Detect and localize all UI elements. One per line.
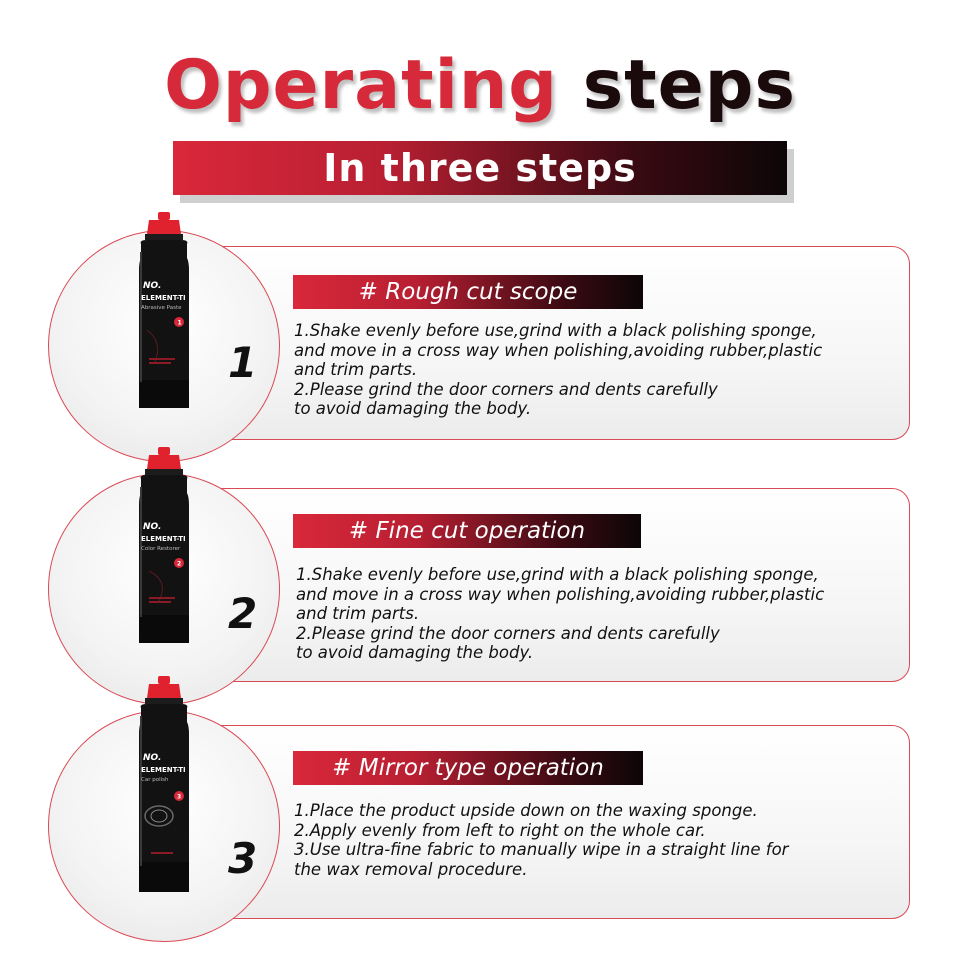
svg-text:3: 3: [177, 793, 182, 801]
title-word-steps: steps: [582, 46, 796, 125]
title-word-operating: Operating: [164, 46, 558, 125]
step-1-product-bottle-image: [119, 212, 209, 412]
step-3-number: 3: [228, 834, 258, 883]
step-1-line: and move in a cross way when polishing,avoiding rubber,plastic: [294, 340, 823, 360]
step-2-line: and move in a cross way when polishing,avoiding rubber,plastic: [296, 584, 825, 604]
svg-text:NO.: NO.: [143, 281, 162, 291]
svg-text:NO.: NO.: [143, 753, 162, 763]
step-2-line: and trim parts.: [296, 604, 420, 623]
step-2-product-bottle-image: [119, 447, 209, 647]
step-3-line: 1.Place the product upside down on the waxing sponge.: [294, 801, 758, 820]
svg-text:Color Restorer: Color Restorer: [141, 546, 181, 552]
step-2-heading: # Fine cut operation: [293, 514, 641, 548]
svg-text:NO.: NO.: [143, 522, 162, 532]
svg-text:Abrasive Paste: Abrasive Paste: [141, 305, 182, 311]
step-1-number: 1: [228, 338, 258, 387]
step-3-product-bottle-image: [119, 676, 209, 896]
step-2-line: to avoid damaging the body.: [296, 643, 534, 662]
step-3-line: 2.Apply evenly from left to right on the whole car.: [294, 820, 706, 840]
step-1-line: to avoid damaging the body.: [294, 399, 532, 418]
page-title: [0, 46, 960, 125]
step-2-number: 2: [228, 589, 258, 638]
svg-text:ELEMENT-TI: ELEMENT-TI: [141, 294, 186, 302]
step-1-line: 1.Shake evenly before use,grind with a black polishing sponge,: [294, 321, 817, 340]
svg-text:ELEMENT-TI: ELEMENT-TI: [141, 766, 186, 774]
step-1-line: and trim parts.: [294, 360, 418, 379]
step-2-line: 2.Please grind the door corners and dents carefully: [296, 623, 720, 643]
subtitle-banner: In three steps: [173, 141, 787, 195]
step-1-line: 2.Please grind the door corners and dents carefully: [294, 379, 718, 399]
step-3-heading: # Mirror type operation: [293, 751, 643, 785]
svg-text:Car polish: Car polish: [141, 777, 169, 783]
step-3-line: 3.Use ultra-fine fabric to manually wipe in a straight line for: [294, 840, 789, 859]
step-2-line: 1.Shake evenly before use,grind with a black polishing sponge,: [296, 565, 819, 584]
svg-text:1: 1: [177, 319, 182, 327]
step-1-description: [294, 321, 906, 419]
step-2-description: [296, 565, 908, 663]
step-3-description: [294, 801, 906, 879]
step-3-line: the wax removal procedure.: [294, 859, 528, 879]
step-1-heading: # Rough cut scope: [293, 275, 643, 309]
svg-text:2: 2: [177, 560, 182, 568]
svg-text:ELEMENT-TI: ELEMENT-TI: [141, 535, 186, 543]
